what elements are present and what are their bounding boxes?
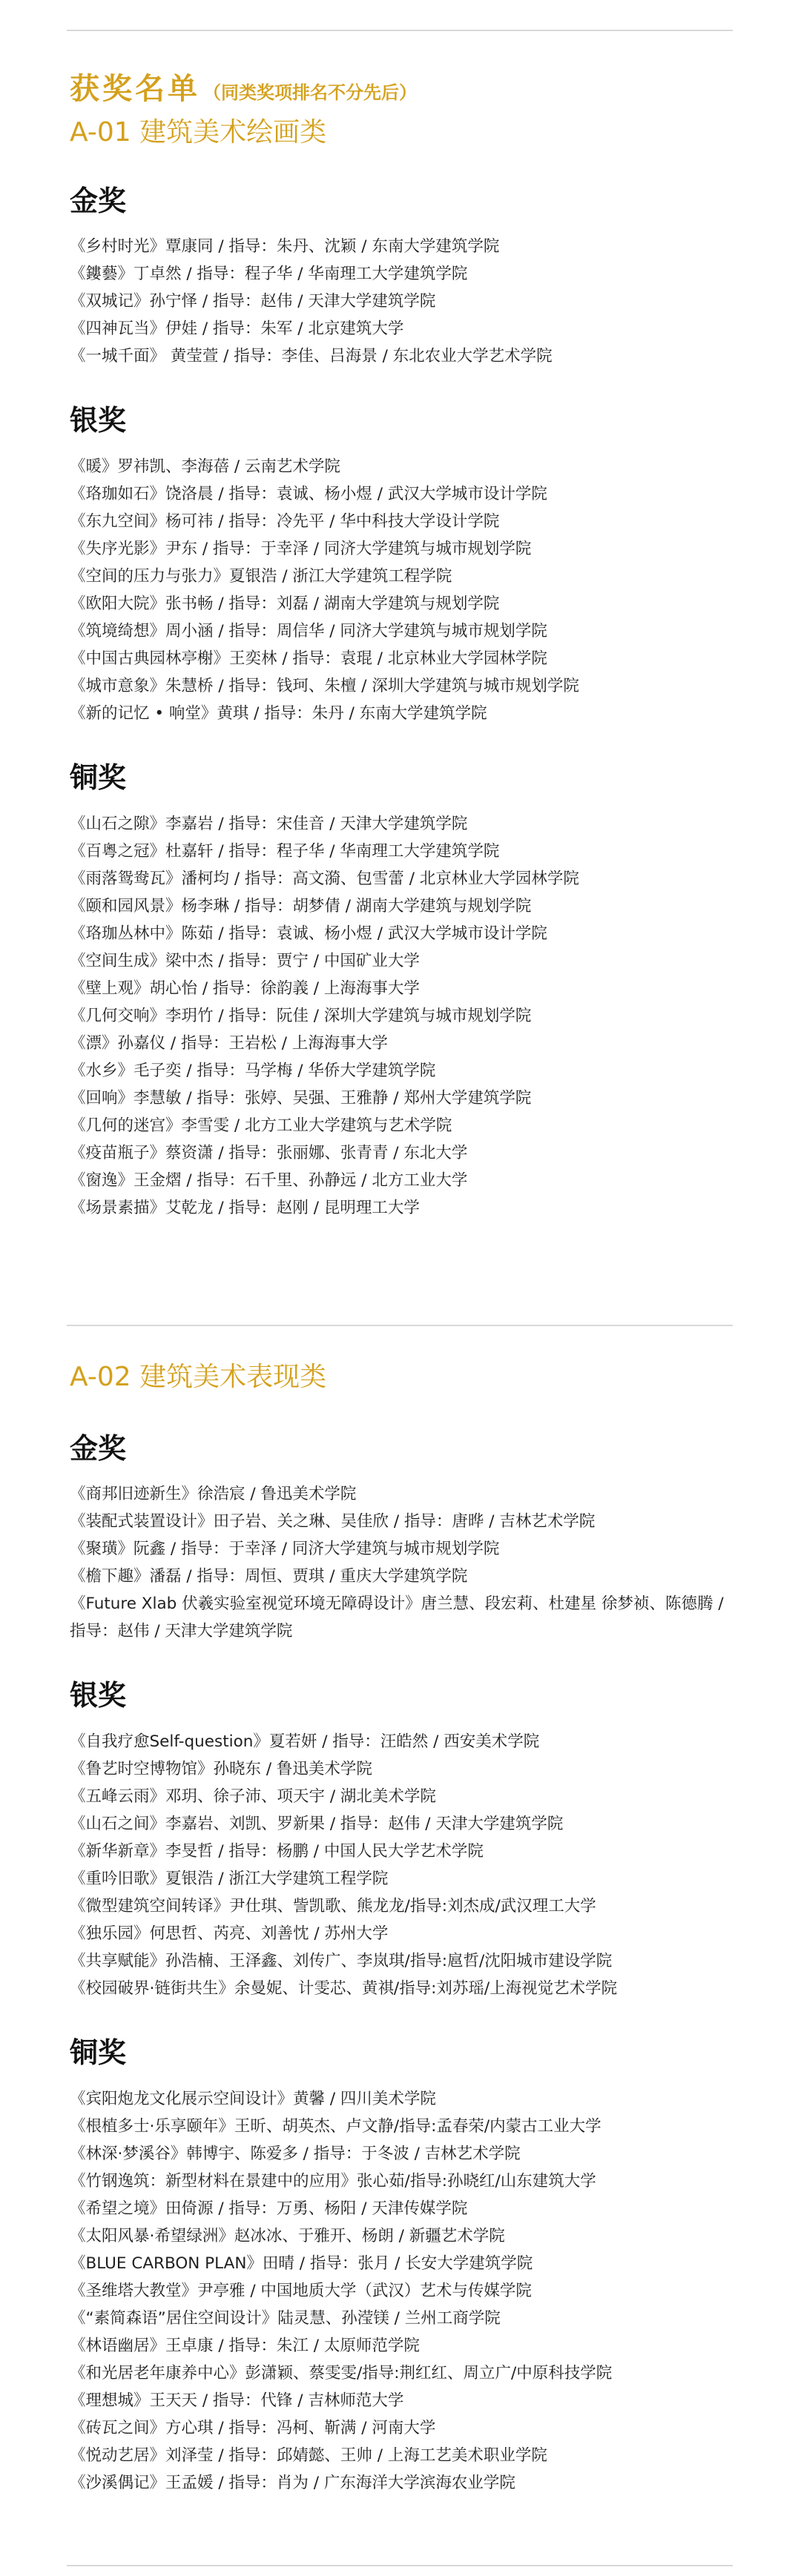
award-entry: 《悦动艺居》刘泽莹 / 指导：邱婧懿、王帅 / 上海工艺美术职业学院	[70, 2446, 547, 2465]
award-entry: 《珞珈丛林中》陈茹 / 指导：袁诚、杨小煜 / 武汉大学城市设计学院	[70, 924, 547, 943]
award-entry: 《共享赋能》孙浩楠、王泽鑫、刘传广、李岚琪/指导:扈哲/沈阳城市建设学院	[70, 1951, 613, 1970]
award-entry: 《商邦旧迹新生》徐浩宸 / 鲁迅美术学院	[70, 1485, 357, 1504]
award-entry: 《鲁艺时空博物馆》孙晓东 / 鲁迅美术学院	[70, 1759, 372, 1778]
award-entry: 《筑境绮想》周小涵 / 指导：周信华 / 同济大学建筑与城市规划学院	[70, 621, 547, 640]
award-section-a01	[70, 71, 737, 1222]
top-divider	[67, 30, 733, 31]
award-entry: 《林深·梦溪谷》韩博宇、陈爱多 / 指导：于冬波 / 吉林艺术学院	[70, 2144, 521, 2163]
award-entry: 《装配式装置设计》田子岩、关之琳、吴佳欣 / 指导：唐晔 / 吉林艺术学院	[70, 1512, 596, 1532]
award-entry: 《几何交响》李玥竹 / 指导：阮佳 / 深圳大学建筑与城市规划学院	[70, 1006, 532, 1025]
silver-prize-heading-a02: 银奖	[70, 1679, 127, 1712]
award-entry: 《颐和园风景》杨李琳 / 指导：胡梦倩 / 湖南大学建筑与规划学院	[70, 896, 532, 915]
award-entry: 《空间的压力与张力》夏银浩 / 浙江大学建筑工程学院	[70, 566, 452, 586]
award-entry: 《校园破界·链街共生》余曼妮、计雯芯、黄祺/指导:刘苏瑶/上海视觉艺术学院	[70, 1979, 618, 1998]
award-list-heading	[70, 71, 737, 107]
award-entry: 《山石之隙》李嘉岩 / 指导：宋佳音 / 天津大学建筑学院	[70, 814, 468, 833]
category-title-a01: A-01 建筑美术绘画类	[70, 117, 327, 148]
award-entry: 《百粵之冠》杜嘉轩 / 指导：程子华 / 华南理工大学建筑学院	[70, 841, 500, 861]
award-entry: 《壁上观》胡心怡 / 指导：徐韵義 / 上海海事大学	[70, 979, 420, 998]
award-list-title: 获奖名单	[70, 72, 200, 106]
award-entry: 《窗逸》王金熠 / 指导：石千里、孙静远 / 北方工业大学	[70, 1171, 468, 1190]
award-entry: 《希望之境》田倚源 / 指导：万勇、杨阳 / 天津传媒学院	[70, 2199, 468, 2218]
award-entry: 《砖瓦之间》方心琪 / 指导：冯柯、靳满 / 河南大学	[70, 2418, 436, 2437]
award-entry: 《“素简森语”居住空间设计》陆灵慧、孙滢镁 / 兰州工商学院	[70, 2308, 501, 2328]
bronze-prize-heading-a01: 铜奖	[70, 761, 127, 794]
award-entry: 《Future Xlab 伏羲实验室视觉环境无障碍设计》唐兰慧、段宏莉、杜建星 徐梦祯、陈德腾 / 指导：赵伟 / 天津大学建筑学院	[70, 1595, 724, 1641]
award-entry: 《五峰云雨》邓玥、徐子沛、项天宇 / 湖北美术学院	[70, 1787, 436, 1806]
award-entry: 《微型建筑空间转译》尹仕琪、訾凯歌、熊龙龙/指导:刘杰成/武汉理工大学	[70, 1896, 596, 1916]
award-entry: 《山石之间》李嘉岩、刘凯、罗新果 / 指导：赵伟 / 天津大学建筑学院	[70, 1814, 564, 1833]
award-entry: 《理想城》王天天 / 指导：代锋 / 吉林师范大学	[70, 2391, 404, 2410]
award-entry: 《水乡》毛子奕 / 指导：马学梅 / 华侨大学建筑学院	[70, 1061, 436, 1080]
gold-list-a02	[70, 1480, 737, 1645]
award-entry: 《根植多士·乐享颐年》王昕、胡英杰、卢文静/指导:孟春荣/内蒙古工业大学	[70, 2116, 601, 2136]
award-entry: 《四神瓦当》伊娃 / 指导：朱军 / 北京建筑大学	[70, 319, 404, 339]
award-entry: 《鏤藝》丁卓然 / 指导：程子华 / 华南理工大学建筑学院	[70, 265, 468, 284]
award-entry: 《疫苗瓶子》蔡资潇 / 指导：张丽娜、张青青 / 东北大学	[70, 1143, 468, 1162]
award-entry: 《林语幽居》王卓康 / 指导：朱江 / 太原师范学院	[70, 2336, 420, 2355]
award-entry: 《场景素描》艾乾龙 / 指导：赵刚 / 昆明理工大学	[70, 1198, 420, 1217]
award-entry: 《欧阳大院》张书畅 / 指导：刘磊 / 湖南大学建筑与规划学院	[70, 594, 500, 613]
award-section-a02	[70, 1360, 737, 2497]
award-entry: 《檐下趣》潘磊 / 指导：周恒、贾琪 / 重庆大学建筑学院	[70, 1567, 468, 1586]
award-entry: 《雨落鸳鸯瓦》潘柯均 / 指导：高文漪、包雪蕾 / 北京林业大学园林学院	[70, 869, 579, 888]
award-entry: 《珞珈如石》饶洛晨 / 指导：袁诚、杨小煜 / 武汉大学城市设计学院	[70, 484, 547, 503]
award-entry: 《太阳风暴·希望绿洲》赵冰冰、于雅开、杨朗 / 新疆艺术学院	[70, 2226, 505, 2245]
bronze-list-a02	[70, 2085, 737, 2497]
bottom-divider	[67, 2565, 733, 2566]
award-entry: 《新华新章》李旻哲 / 指导：杨鹏 / 中国人民大学艺术学院	[70, 1841, 484, 1861]
award-entry: 《沙溪偶记》王孟媛 / 指导：肖为 / 广东海洋大学滨海农业学院	[70, 2473, 515, 2492]
award-entry: 《重吟旧歌》夏银浩 / 浙江大学建筑工程学院	[70, 1869, 389, 1888]
award-entry: 《自我疗愈Self-question》夏若妍 / 指导：汪皓然 / 西安美术学院	[70, 1732, 540, 1751]
award-entry: 《失序光影》尹东 / 指导：于幸泽 / 同济大学建筑与城市规划学院	[70, 539, 532, 558]
award-entry: 《新的记忆 • 响堂》黄琪 / 指导：朱丹 / 东南大学建筑学院	[70, 703, 487, 723]
silver-list-a02	[70, 1728, 737, 2002]
award-entry: 《空间生成》梁中杰 / 指导：贾宁 / 中国矿业大学	[70, 951, 420, 970]
category-title-a02: A-02 建筑美术表现类	[70, 1362, 327, 1392]
bronze-list-a01	[70, 810, 737, 1222]
award-entry: 《漂》孙嘉仪 / 指导：王岩松 / 上海海事大学	[70, 1033, 388, 1053]
award-entry: 《中国古典园林亭榭》王奕林 / 指导：袁琨 / 北京林业大学园林学院	[70, 649, 547, 668]
award-entry: 《BLUE CARBON PLAN》田晴 / 指导：张月 / 长安大学建筑学院	[70, 2254, 533, 2273]
gold-prize-heading-a02: 金奖	[70, 1431, 127, 1465]
award-entry: 《暖》罗祎凯、李海蓓 / 云南艺术学院	[70, 457, 340, 476]
award-entry: 《双城记》孙宁怿 / 指导：赵伟 / 天津大学建筑学院	[70, 292, 436, 311]
award-entry: 《宾阳炮龙文化展示空间设计》黄馨 / 四川美术学院	[70, 2089, 436, 2108]
award-entry: 《回响》李慧敏 / 指导：张婷、吴强、王雅静 / 郑州大学建筑学院	[70, 1088, 532, 1107]
silver-list-a01	[70, 453, 737, 727]
bronze-prize-heading-a02: 铜奖	[70, 2036, 127, 2069]
silver-prize-heading-a01: 银奖	[70, 404, 127, 437]
award-entry: 《独乐园》何思哲、芮亮、刘善忱 / 苏州大学	[70, 1924, 389, 1943]
award-entry: 《竹钢逸筑：新型材料在景建中的应用》张心茹/指导:孙晓红/山东建筑大学	[70, 2171, 596, 2191]
section-divider	[67, 1325, 733, 1326]
award-entry: 《东九空间》杨可祎 / 指导：冷先平 / 华中科技大学设计学院	[70, 511, 500, 531]
award-entry: 《城市意象》朱慧桥 / 指导：钱珂、朱檀 / 深圳大学建筑与城市规划学院	[70, 676, 579, 695]
gold-list-a01	[70, 233, 737, 370]
award-entry: 《乡村时光》覃康同 / 指导：朱丹、沈颖 / 东南大学建筑学院	[70, 237, 500, 256]
ranking-note: （同类奖项排名不分先后）	[203, 82, 417, 103]
award-entry: 《和光居老年康养中心》彭潇颖、蔡雯雯/指导:荆红红、周立广/中原科技学院	[70, 2363, 613, 2383]
gold-prize-heading-a01: 金奖	[70, 184, 127, 217]
award-entry: 《圣维塔大教堂》尹亭雅 / 中国地质大学（武汉）艺术与传媒学院	[70, 2281, 532, 2300]
award-entry: 《几何的迷宫》李雪雯 / 北方工业大学建筑与艺术学院	[70, 1116, 452, 1135]
award-entry: 《一城千面》 黄莹萱 / 指导：李佳、吕海景 / 东北农业大学艺术学院	[70, 347, 553, 366]
award-entry: 《聚璜》阮鑫 / 指导：于幸泽 / 同济大学建筑与城市规划学院	[70, 1540, 500, 1559]
